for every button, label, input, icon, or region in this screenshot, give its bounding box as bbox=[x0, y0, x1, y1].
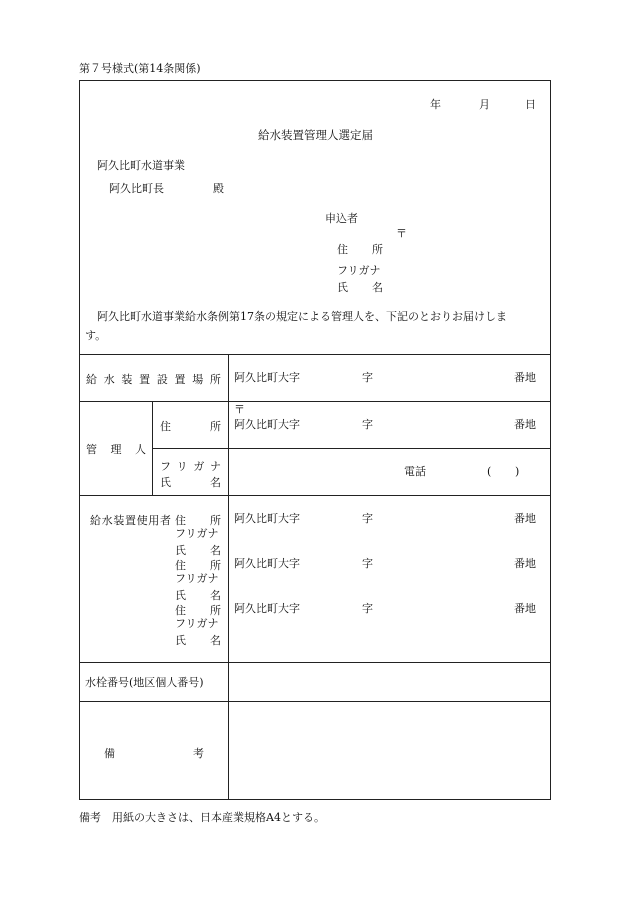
location-banchi: 番地 bbox=[514, 371, 536, 384]
rule-after-manager bbox=[79, 495, 551, 496]
location-town: 阿久比町大字 bbox=[234, 371, 300, 384]
hydrant-label: 水栓番号(地区個人番号) bbox=[85, 676, 204, 689]
date-day: 日 bbox=[525, 98, 536, 111]
user-1-furigana-label: フリガナ bbox=[175, 527, 219, 540]
remarks-label: 備 考 bbox=[104, 747, 204, 760]
manager-furigana-label: フ リ ガ ナ bbox=[160, 460, 221, 473]
user-1-banchi: 番地 bbox=[514, 512, 536, 525]
rule-after-users bbox=[79, 662, 551, 663]
manager-label-divider bbox=[152, 401, 153, 495]
rule-after-hydrant bbox=[79, 701, 551, 702]
column-divider bbox=[228, 354, 229, 800]
user-3-banchi: 番地 bbox=[514, 602, 536, 615]
user-2-aza: 字 bbox=[362, 557, 373, 570]
user-3-name-label: 氏 名 bbox=[175, 634, 221, 647]
location-aza: 字 bbox=[362, 371, 373, 384]
user-2-banchi: 番地 bbox=[514, 557, 536, 570]
user-1-name-label: 氏 名 bbox=[175, 544, 221, 557]
user-3-town: 阿久比町大字 bbox=[234, 602, 300, 615]
user-2-name-label: 氏 名 bbox=[175, 589, 221, 602]
manager-phone-open: ( bbox=[487, 465, 492, 478]
users-label: 給 水 装 置 使 用 者 bbox=[90, 514, 171, 527]
user-2-address-label: 住 所 bbox=[175, 559, 221, 572]
location-label: 給 水 装 置 設 置 場 所 bbox=[86, 373, 221, 386]
form-number: 第７号様式(第14条関係) bbox=[79, 62, 201, 75]
date-month: 月 bbox=[479, 98, 490, 111]
manager-town: 阿久比町大字 bbox=[234, 418, 300, 431]
manager-postal-mark: 〒 bbox=[234, 403, 245, 416]
user-3-furigana-label: フリガナ bbox=[175, 617, 219, 630]
addressee-org: 阿久比町水道事業 bbox=[97, 159, 185, 172]
manager-phone-close: ) bbox=[515, 465, 520, 478]
applicant-address-label: 住 所 bbox=[337, 243, 383, 256]
statement-line-1: 阿久比町水道事業給水条例第17条の規定による管理人を、下記のとおりお届けしま bbox=[97, 310, 507, 323]
user-1-town: 阿久比町大字 bbox=[234, 512, 300, 525]
manager-aza: 字 bbox=[362, 418, 373, 431]
manager-label: 管 理 人 bbox=[86, 443, 146, 456]
manager-name-label: 氏 名 bbox=[160, 476, 221, 489]
applicant-label: 申込者 bbox=[325, 212, 358, 225]
user-3-address-label: 住 所 bbox=[175, 604, 221, 617]
user-2-furigana-label: フリガナ bbox=[175, 572, 219, 585]
applicant-furigana-label: フリガナ bbox=[337, 264, 381, 277]
addressee-honorific: 殿 bbox=[213, 182, 224, 195]
rule-manager-mid bbox=[152, 448, 551, 449]
date-year: 年 bbox=[430, 98, 441, 111]
user-3-aza: 字 bbox=[362, 602, 373, 615]
manager-address-label: 住 所 bbox=[160, 420, 221, 433]
rule-top bbox=[79, 354, 551, 355]
statement-line-2: す。 bbox=[85, 329, 107, 342]
manager-phone-label: 電話 bbox=[404, 465, 426, 478]
addressee-person: 阿久比町長 bbox=[109, 182, 164, 195]
applicant-postal-mark: 〒 bbox=[396, 227, 407, 240]
footnote: 備考 用紙の大きさは、日本産業規格A4とする。 bbox=[79, 811, 325, 824]
user-1-aza: 字 bbox=[362, 512, 373, 525]
user-1-address-label: 住 所 bbox=[175, 514, 221, 527]
user-2-town: 阿久比町大字 bbox=[234, 557, 300, 570]
rule-after-location bbox=[79, 401, 551, 402]
form-title: 給水装置管理人選定届 bbox=[258, 128, 373, 142]
applicant-name-label: 氏 名 bbox=[337, 281, 383, 294]
manager-banchi: 番地 bbox=[514, 418, 536, 431]
